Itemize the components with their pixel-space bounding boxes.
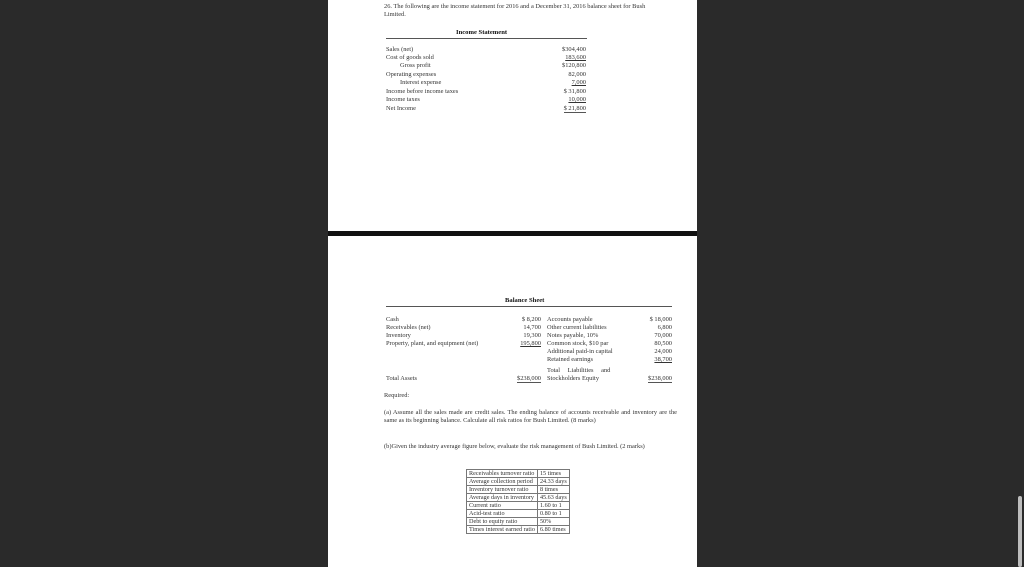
industry-table-row [467, 502, 570, 510]
bs-total-le-label-2: Stockholders Equity [547, 375, 600, 382]
is-label-income-taxes: Income taxes [386, 96, 420, 103]
industry-table-row [467, 510, 570, 518]
bs-asset-label-cash: Cash [386, 316, 399, 323]
industry-ratio-name: Times interest earned ratio [467, 526, 538, 534]
bs-liab-value-notes-payable: 70,000 [654, 332, 672, 339]
is-label-sales: Sales (net) [386, 46, 414, 53]
bs-liab-value-other-current: 6,800 [657, 324, 672, 331]
bs-liab-value-apic: 24,000 [654, 348, 672, 355]
required-label: Required: [384, 392, 410, 399]
bs-liab-label-accounts-payable: Accounts payable [547, 316, 593, 323]
is-label-interest-expense: Interest expense [400, 79, 442, 86]
is-label-operating-expenses: Operating expenses [386, 71, 437, 78]
industry-ratio-value: 24.33 days [537, 478, 569, 486]
industry-ratio-value: 8 times [537, 486, 569, 494]
bs-liab-label-apic: Additional paid-in capital [547, 348, 613, 355]
industry-table-row [467, 478, 570, 486]
bs-asset-value-inventory: 19,300 [523, 332, 541, 339]
industry-ratio-name: Debt to equity ratio [467, 518, 538, 526]
industry-ratio-name: Inventory turnover ratio [467, 486, 538, 494]
bs-asset-label-inventory: Inventory [386, 332, 411, 339]
document-page-2 [328, 236, 697, 567]
document-page-1 [328, 0, 697, 231]
is-label-gross-profit: Gross profit [400, 62, 431, 69]
bs-total-le-value [628, 375, 672, 383]
bs-liab-value-retained-earnings: 38,700 [654, 356, 672, 363]
bs-liab-label-common-stock: Common stock, $10 par [547, 340, 609, 347]
question-part-b: (b)Given the industry average figure below, evaluate the risk management of Bush Limited. (2 marks) [384, 443, 645, 450]
balance-sheet-title: Balance Sheet [505, 297, 545, 304]
bs-liab-label-other-current: Other current liabilities [547, 324, 607, 331]
bs-asset-value-receivables: 14,700 [523, 324, 541, 331]
income-statement-title: Income Statement [456, 29, 508, 36]
industry-table-row [467, 486, 570, 494]
industry-ratio-value: 15 times [537, 470, 569, 478]
bs-total-assets-value [511, 375, 541, 383]
bs-liab-value-accounts-payable: $ 18,000 [649, 316, 672, 323]
bs-asset-label-ppe: Property, plant, and equipment (net) [386, 340, 479, 347]
is-label-income-before-taxes: Income before income taxes [386, 88, 459, 95]
industry-ratio-name: Receivables turnover ratio [467, 470, 538, 478]
bs-total-assets-label: Total Assets [386, 375, 417, 382]
industry-ratio-value: 1.60 to 1 [537, 502, 569, 510]
bs-asset-value-ppe: 195,800 [520, 340, 541, 347]
total-le-amount: $238,000 [648, 375, 672, 382]
industry-ratio-value: 50% [537, 518, 569, 526]
bs-liab-label-notes-payable: Notes payable, 10% [547, 332, 599, 339]
industry-ratio-value: 0.80 to 1 [537, 510, 569, 518]
total-assets-amount: $238,000 [517, 375, 541, 382]
balance-sheet-rule [386, 306, 672, 307]
industry-table-row [467, 470, 570, 478]
income-statement-rule [386, 38, 587, 39]
is-value-operating-expenses: 82,000 [568, 71, 586, 78]
industry-table-row [467, 518, 570, 526]
industry-table-row [467, 494, 570, 502]
question-part-a: (a) Assume all the sales made are credit sales. The ending balance of accounts receivable and inventory are the same as its beginning balance. Calculate all risk ratios for Bush Limited. (8 marks) [384, 409, 677, 424]
bs-liab-value-common-stock: 80,500 [654, 340, 672, 347]
vertical-scrollbar[interactable] [1018, 496, 1022, 567]
is-value-interest-expense: 7,000 [571, 79, 586, 86]
industry-average-table [466, 469, 570, 534]
bs-liab-label-retained-earnings: Retained earnings [547, 356, 593, 363]
is-value-gross-profit: $120,800 [562, 62, 586, 69]
is-value-cogs: 183,600 [565, 54, 586, 61]
industry-ratio-value: 45.63 days [537, 494, 569, 502]
bs-total-le-label-1: Total Liabilities and [547, 367, 611, 374]
industry-ratio-name: Acid-test ratio [467, 510, 538, 518]
industry-table-row [467, 526, 570, 534]
bs-asset-label-receivables: Receivables (net) [386, 324, 431, 331]
is-value-income-before-taxes: $ 31,800 [563, 88, 586, 95]
is-value-income-taxes: 10,000 [568, 96, 586, 103]
bs-asset-value-cash: $ 8,200 [521, 316, 541, 323]
industry-ratio-name: Average days in inventory [467, 494, 538, 502]
question-intro: 26. The following are the income statement for 2016 and a December 31, 2016 balance sheet for Bush Limited. [384, 3, 646, 18]
is-value-net-income [554, 105, 586, 113]
industry-ratio-name: Average collection period [467, 478, 538, 486]
is-label-net-income: Net Income [386, 105, 416, 112]
net-income-amount: $ 21,800 [563, 105, 586, 112]
is-label-cogs: Cost of goods sold [386, 54, 434, 61]
is-value-sales: $304,400 [562, 46, 586, 53]
industry-ratio-value: 6.80 times [537, 526, 569, 534]
industry-ratio-name: Current ratio [467, 502, 538, 510]
